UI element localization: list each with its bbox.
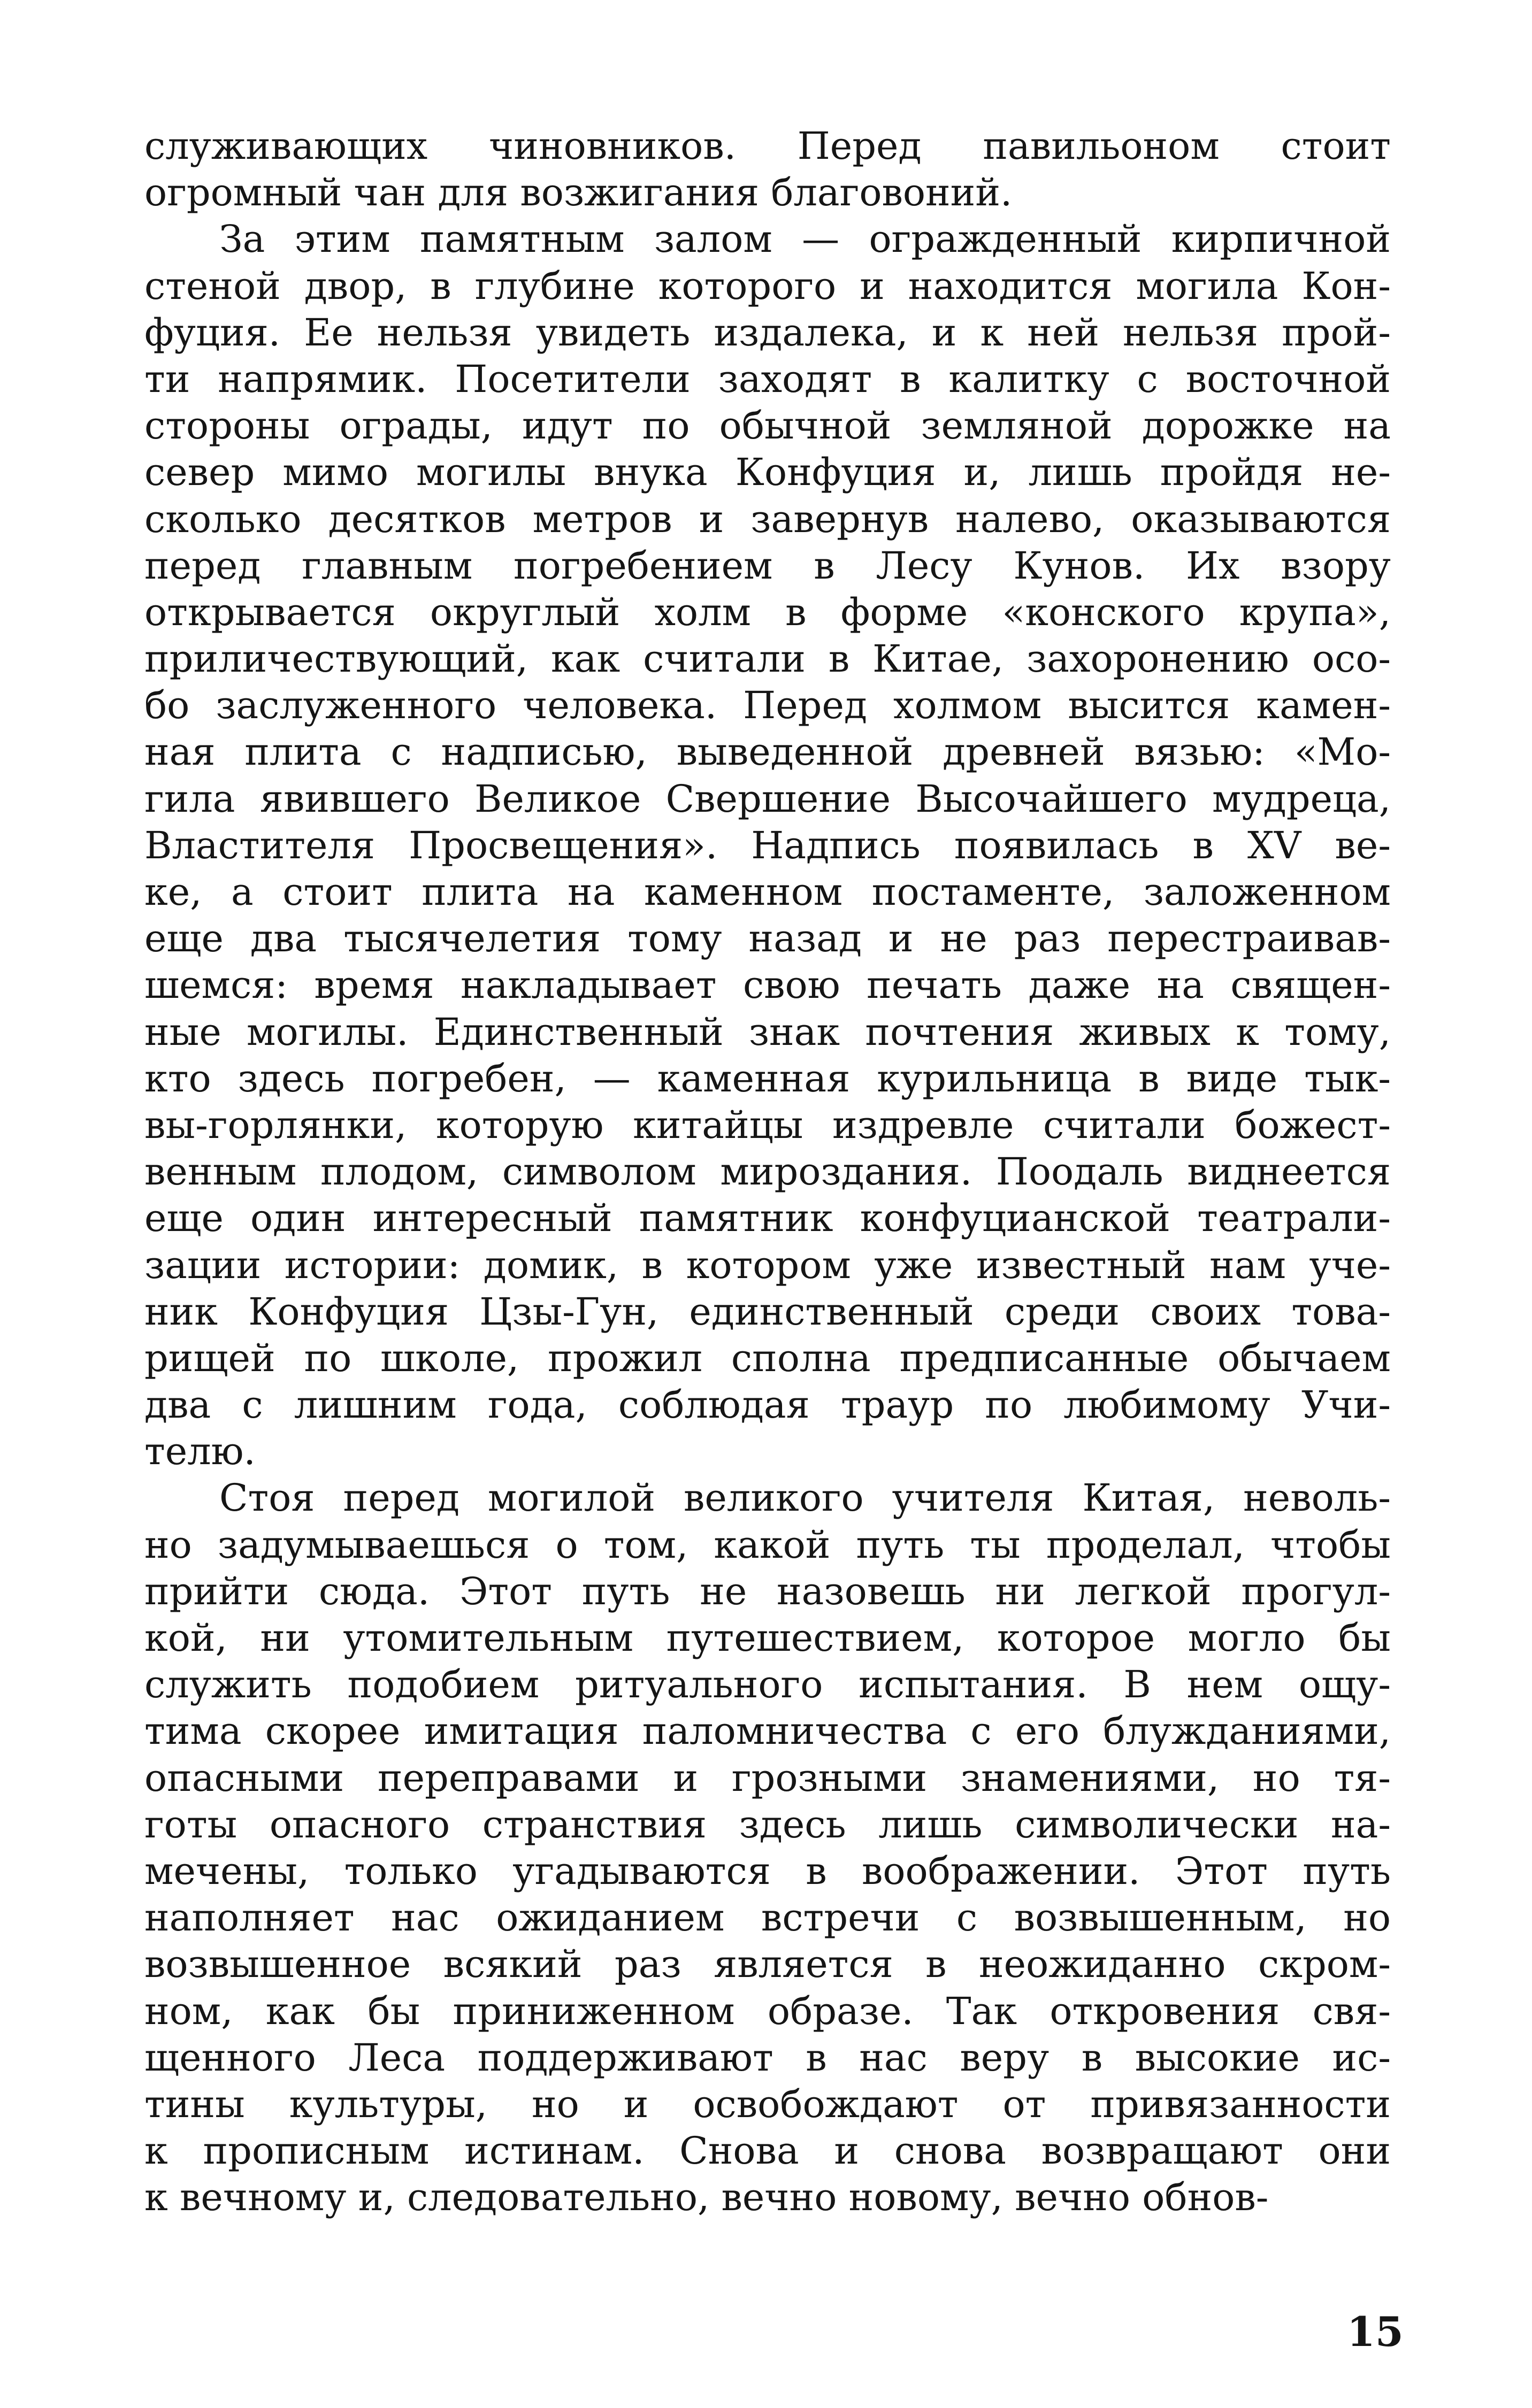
- text-line: возвышенное всякий раз является в неожиданно скром-: [144, 1942, 1391, 1987]
- text-line: кто здесь погребен, — каменная курильница в виде тык-: [144, 1056, 1391, 1101]
- text-line: север мимо могилы внука Конфуция и, лишь пройдя не-: [144, 450, 1391, 495]
- text-line: к вечному и, следовательно, вечно новому, вечно обнов-: [144, 2175, 1269, 2220]
- text-line: ные могилы. Единственный знак почтения живых к тому,: [144, 1010, 1391, 1054]
- text-line: ная плита с надписью, выведенной древней вязью: «Мо-: [144, 730, 1391, 774]
- page-number: 15: [1347, 2308, 1404, 2356]
- text-line: два с лишним года, соблюдая траур по любимому Учи-: [144, 1383, 1391, 1427]
- text-line: но задумываешься о том, какой путь ты проделал, чтобы: [144, 1522, 1391, 1567]
- text-line: готы опасного странствия здесь лишь символически на-: [144, 1802, 1391, 1847]
- text-line: фуция. Ее нельзя увидеть издалека, и к ней нельзя прой-: [144, 310, 1391, 355]
- text-line: ке, а стоит плита на каменном постаменте, заложенном: [144, 870, 1391, 914]
- text-line: Властителя Просвещения». Надпись появилась в XV ве-: [144, 823, 1391, 867]
- text-line: кой, ни утомительным путешествием, которое могло бы: [144, 1616, 1391, 1660]
- text-line: приличествующий, как считали в Китае, захоронению осо-: [144, 637, 1391, 681]
- text-line: Стоя перед могилой великого учителя Китая, неволь-: [219, 1476, 1391, 1520]
- text-line: вы-горлянки, которую китайцы издревле считали божест-: [144, 1103, 1391, 1147]
- text-line: служивающих чиновников. Перед павильоном стоит: [144, 124, 1391, 168]
- text-line: тины культуры, но и освобождают от привязанности: [144, 2082, 1391, 2126]
- text-line: к прописным истинам. Снова и снова возвращают они: [144, 2129, 1391, 2173]
- text-line: ник Конфуция Цзы-Гун, единственный среди своих това-: [144, 1289, 1391, 1334]
- text-line: телю.: [144, 1429, 256, 1474]
- text-line: гила явившего Великое Свершение Высочайшего мудреца,: [144, 776, 1391, 821]
- text-line: За этим памятным залом — огражденный кирпичной: [219, 217, 1391, 261]
- text-line: щенного Леса поддерживают в нас веру в высокие ис-: [144, 2035, 1391, 2080]
- text-line: перед главным погребением в Лесу Кунов. Их взору: [144, 543, 1391, 588]
- text-line: огромный чан для возжигания благовоний.: [144, 171, 1013, 215]
- text-line: шемся: время накладывает свою печать даже на священ-: [144, 963, 1391, 1007]
- text-line: прийти сюда. Этот путь не назовешь ни легкой прогул-: [144, 1569, 1391, 1613]
- text-line: еще два тысячелетия тому назад и не раз перестраивав-: [144, 917, 1391, 961]
- text-line: рищей по школе, прожил сполна предписанные обычаем: [144, 1336, 1391, 1380]
- text-line: открывается округлый холм в форме «конского крупа»,: [144, 590, 1391, 634]
- text-line: стеной двор, в глубине которого и находится могила Кон-: [144, 264, 1391, 308]
- text-line: наполняет нас ожиданием встречи с возвышенным, но: [144, 1896, 1391, 1940]
- text-line: опасными переправами и грозными знамениями, но тя-: [144, 1756, 1391, 1800]
- text-line: сколько десятков метров и завернув налево, оказываются: [144, 497, 1391, 541]
- text-line: венным плодом, символом мироздания. Поодаль виднеется: [144, 1150, 1391, 1194]
- text-line: тима скорее имитация паломничества с его блужданиями,: [144, 1709, 1391, 1753]
- text-line: зации истории: домик, в котором уже известный нам уче-: [144, 1243, 1391, 1287]
- text-line: ти напрямик. Посетители заходят в калитку с восточной: [144, 357, 1391, 401]
- text-line: ном, как бы приниженном образе. Так откровения свя-: [144, 1989, 1391, 2033]
- text-line: мечены, только угадываются в воображении. Этот путь: [144, 1849, 1391, 1893]
- body-text: [144, 123, 1391, 2221]
- text-line: бо заслуженного человека. Перед холмом высится камен-: [144, 683, 1391, 728]
- page-body: [144, 123, 1391, 2221]
- text-line: служить подобием ритуального испытания. В нем ощу-: [144, 1663, 1391, 1707]
- text-line: стороны ограды, идут по обычной земляной дорожке на: [144, 404, 1391, 448]
- text-line: еще один интересный памятник конфуцианской театрали-: [144, 1196, 1391, 1241]
